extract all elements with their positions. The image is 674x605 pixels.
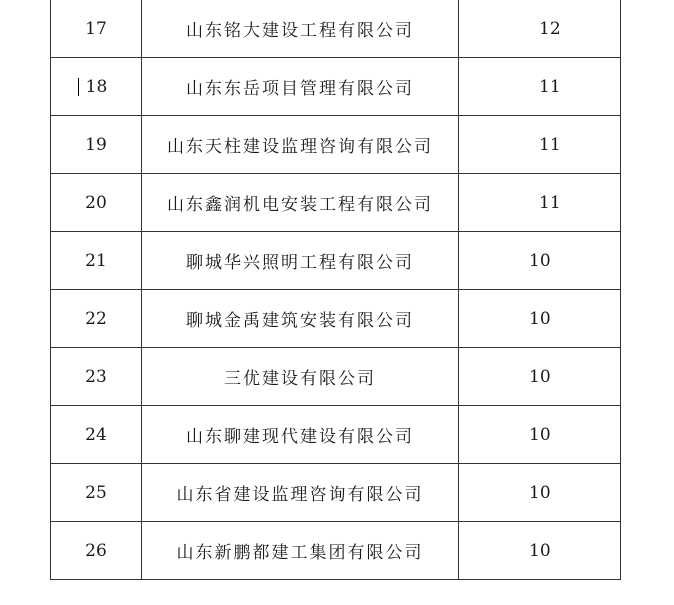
ranking-table-container (50, 0, 620, 580)
table-row (51, 406, 621, 464)
table-row (51, 348, 621, 406)
row-number-text: 18 (85, 76, 108, 97)
row-number-cell[interactable]: 23 (51, 348, 142, 406)
score-cell[interactable]: 10 (459, 522, 621, 580)
row-number-cell[interactable]: 21 (51, 232, 142, 290)
score-cell[interactable]: 11 (459, 174, 621, 232)
row-number-cell[interactable]: 25 (51, 464, 142, 522)
score-cell[interactable]: 12 (459, 0, 621, 58)
row-number-cell[interactable] (51, 58, 142, 116)
score-cell[interactable]: 11 (459, 58, 621, 116)
table-row (51, 0, 621, 58)
score-cell[interactable]: 10 (459, 290, 621, 348)
score-cell[interactable]: 11 (459, 116, 621, 174)
company-name-cell[interactable]: 山东铭大建设工程有限公司 (142, 0, 459, 58)
company-name-cell[interactable]: 聊城金禹建筑安装有限公司 (142, 290, 459, 348)
score-cell[interactable]: 10 (459, 406, 621, 464)
score-cell[interactable]: 10 (459, 348, 621, 406)
row-number-cell[interactable]: 24 (51, 406, 142, 464)
table-row (51, 174, 621, 232)
company-name-cell[interactable]: 三优建设有限公司 (142, 348, 459, 406)
table-row (51, 464, 621, 522)
table-row (51, 290, 621, 348)
company-name-cell[interactable]: 聊城华兴照明工程有限公司 (142, 232, 459, 290)
text-cursor (78, 78, 79, 96)
row-number-cell[interactable]: 26 (51, 522, 142, 580)
row-number-cell[interactable]: 22 (51, 290, 142, 348)
row-number-cell[interactable]: 20 (51, 174, 142, 232)
company-name-cell[interactable]: 山东天柱建设监理咨询有限公司 (142, 116, 459, 174)
company-name-cell[interactable]: 山东新鹏都建工集团有限公司 (142, 522, 459, 580)
table-row (51, 58, 621, 116)
row-number-cell[interactable]: 17 (51, 0, 142, 58)
company-name-cell[interactable]: 山东东岳项目管理有限公司 (142, 58, 459, 116)
row-number-cell[interactable]: 19 (51, 116, 142, 174)
company-name-cell[interactable]: 山东省建设监理咨询有限公司 (142, 464, 459, 522)
company-ranking-table (50, 0, 621, 580)
company-name-cell[interactable]: 山东鑫润机电安装工程有限公司 (142, 174, 459, 232)
table-row (51, 116, 621, 174)
score-cell[interactable]: 10 (459, 464, 621, 522)
table-row (51, 232, 621, 290)
table-row (51, 522, 621, 580)
company-name-cell[interactable]: 山东聊建现代建设有限公司 (142, 406, 459, 464)
score-cell[interactable]: 10 (459, 232, 621, 290)
